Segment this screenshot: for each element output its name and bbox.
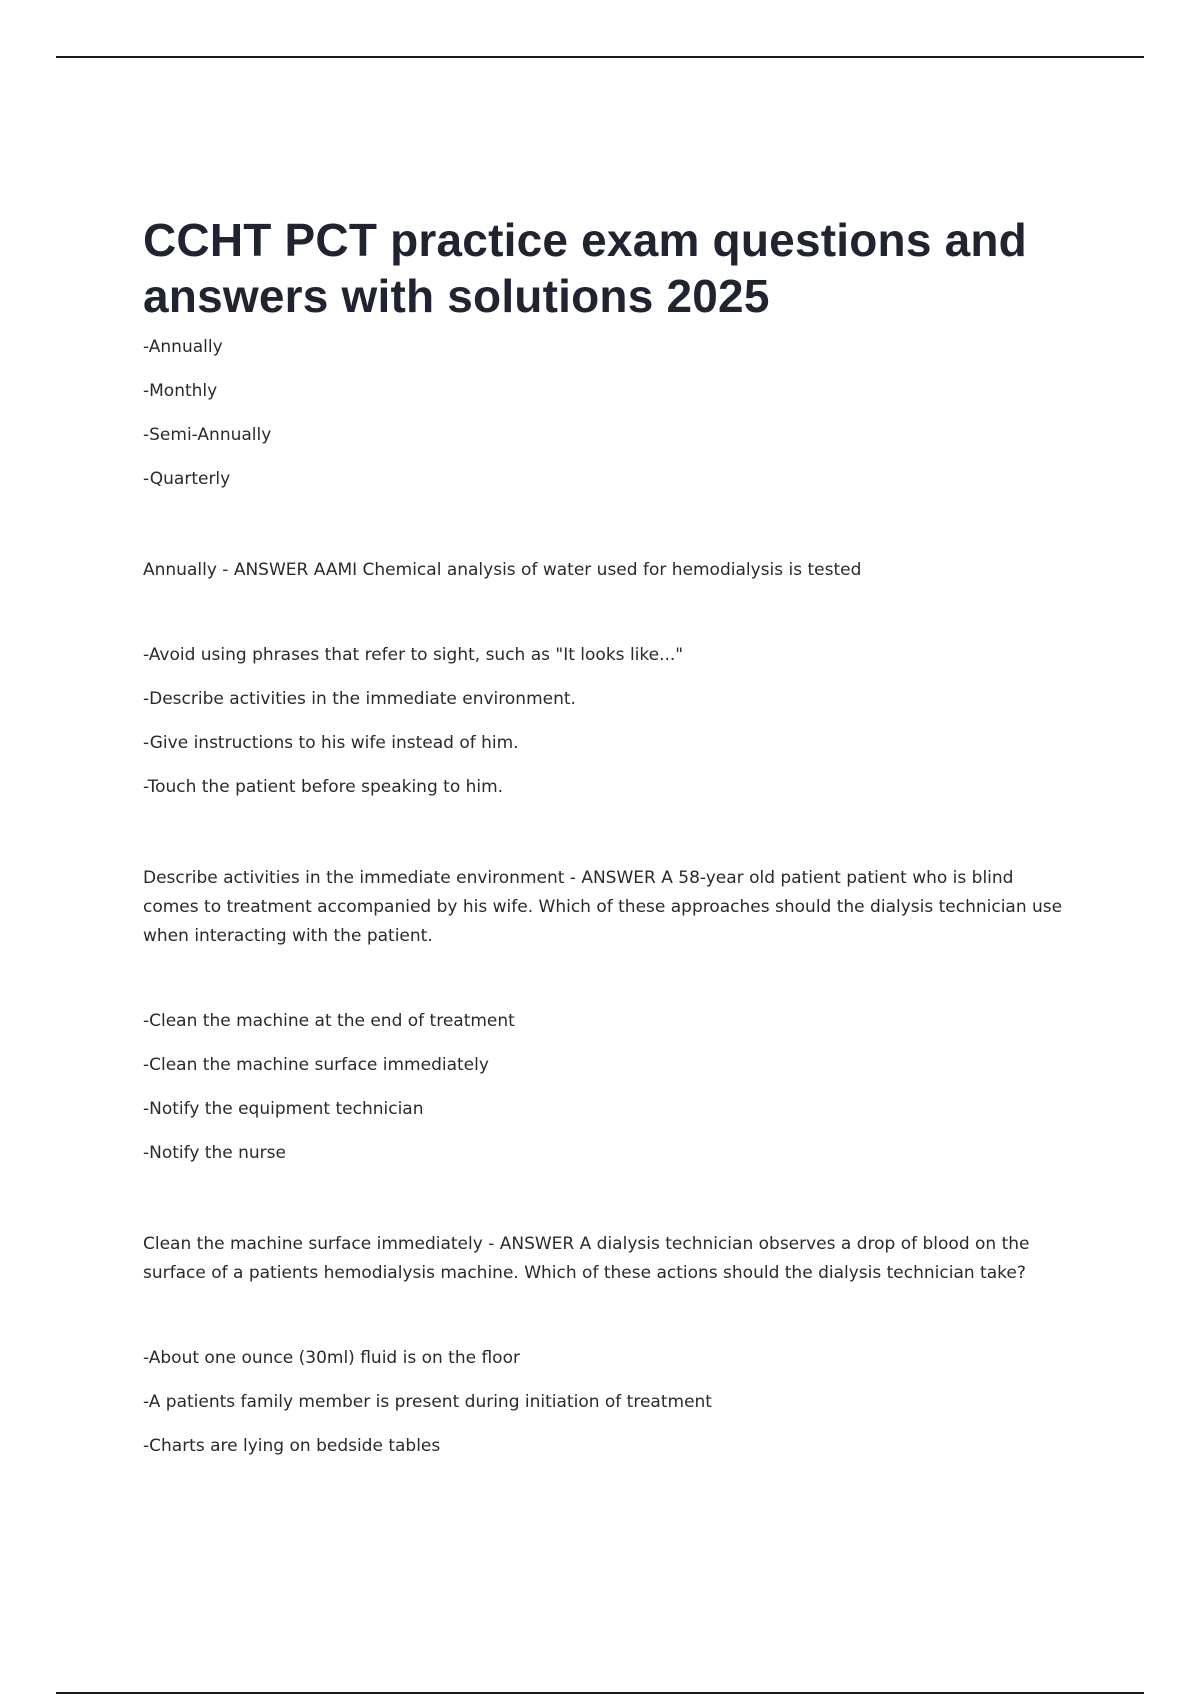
answer-option: -Touch the patient before speaking to him.	[143, 777, 504, 797]
document-body	[143, 212, 1063, 1479]
question-block	[143, 336, 1063, 512]
answer-option: -About one ounce (30ml) fluid is on the floor	[143, 1348, 520, 1368]
answer-option: -Charts are lying on bedside tables	[143, 1436, 441, 1456]
answer-option: -Semi-Annually	[143, 425, 272, 445]
answer-option: -Notify the nurse	[143, 1143, 286, 1163]
question-block	[143, 644, 1063, 820]
answer-text: Annually - ANSWER AAMI Chemical analysis of water used for hemodialysis is tested	[143, 560, 862, 580]
question-block	[143, 1010, 1063, 1186]
answer-option: -Avoid using phrases that refer to sight, such as "It looks like..."	[143, 645, 684, 665]
answer-option: -Monthly	[143, 381, 218, 401]
top-rule	[56, 56, 1144, 58]
bottom-rule	[56, 1692, 1144, 1694]
answer-option: -A patients family member is present during initiation of treatment	[143, 1392, 712, 1412]
answer-text: Clean the machine surface immediately - ANSWER A dialysis technician observes a drop of blood on the surface of a patients hemodialysis machine. Which of these actions should the dialysis technician take?	[143, 1234, 1030, 1283]
answer-option: -Clean the machine surface immediately	[143, 1055, 489, 1075]
answer-option: -Describe activities in the immediate environment.	[143, 689, 576, 709]
answer-option: -Quarterly	[143, 469, 231, 489]
answer-option: -Clean the machine at the end of treatment	[143, 1011, 515, 1031]
question-block	[143, 1347, 1063, 1479]
answer-option: -Annually	[143, 337, 223, 357]
document-title: CCHT PCT practice exam questions and answers with solutions 2025	[143, 214, 1027, 322]
answer-option: -Give instructions to his wife instead of him.	[143, 733, 519, 753]
answer-text: Describe activities in the immediate environment - ANSWER A 58-year old patient patient who is blind comes to treatment accompanied by his wife. Which of these approaches should the dialysis technician use when interacting with the patient.	[143, 868, 1063, 946]
answer-option: -Notify the equipment technician	[143, 1099, 424, 1119]
